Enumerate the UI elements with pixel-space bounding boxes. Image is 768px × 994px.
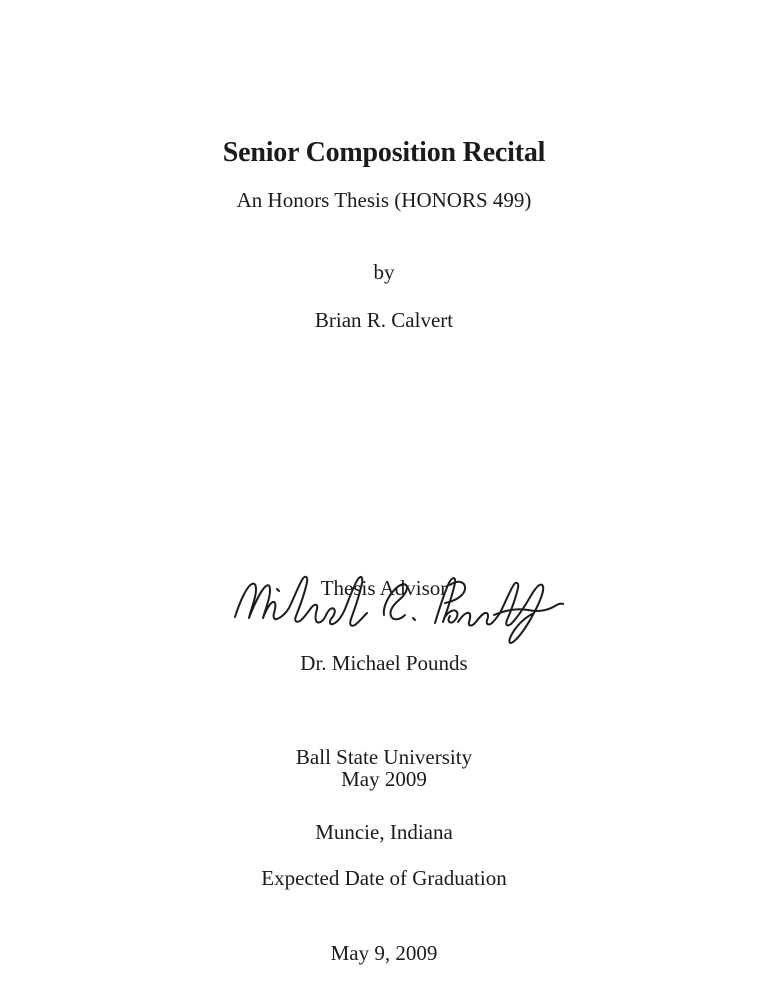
thesis-subtitle: An Honors Thesis (HONORS 499): [236, 188, 532, 212]
page-title: Senior Composition Recital: [222, 137, 546, 168]
institution-location: Muncie, Indiana: [315, 820, 453, 844]
byline-label: by: [373, 260, 395, 284]
advisor-name: Dr. Michael Pounds: [300, 651, 468, 675]
advisor-signature-image: [232, 573, 567, 648]
graduation-block: [0, 816, 768, 994]
signature-handwriting-icon: [232, 573, 567, 648]
publication-date: May 2009: [341, 767, 427, 791]
graduation-label: Expected Date of Graduation: [261, 866, 507, 890]
author-name: Brian R. Calvert: [314, 308, 454, 332]
advisor-label: Thesis Advisor: [320, 576, 448, 600]
graduation-date: May 9, 2009: [330, 941, 438, 965]
institution-name: Ball State University: [295, 745, 473, 769]
